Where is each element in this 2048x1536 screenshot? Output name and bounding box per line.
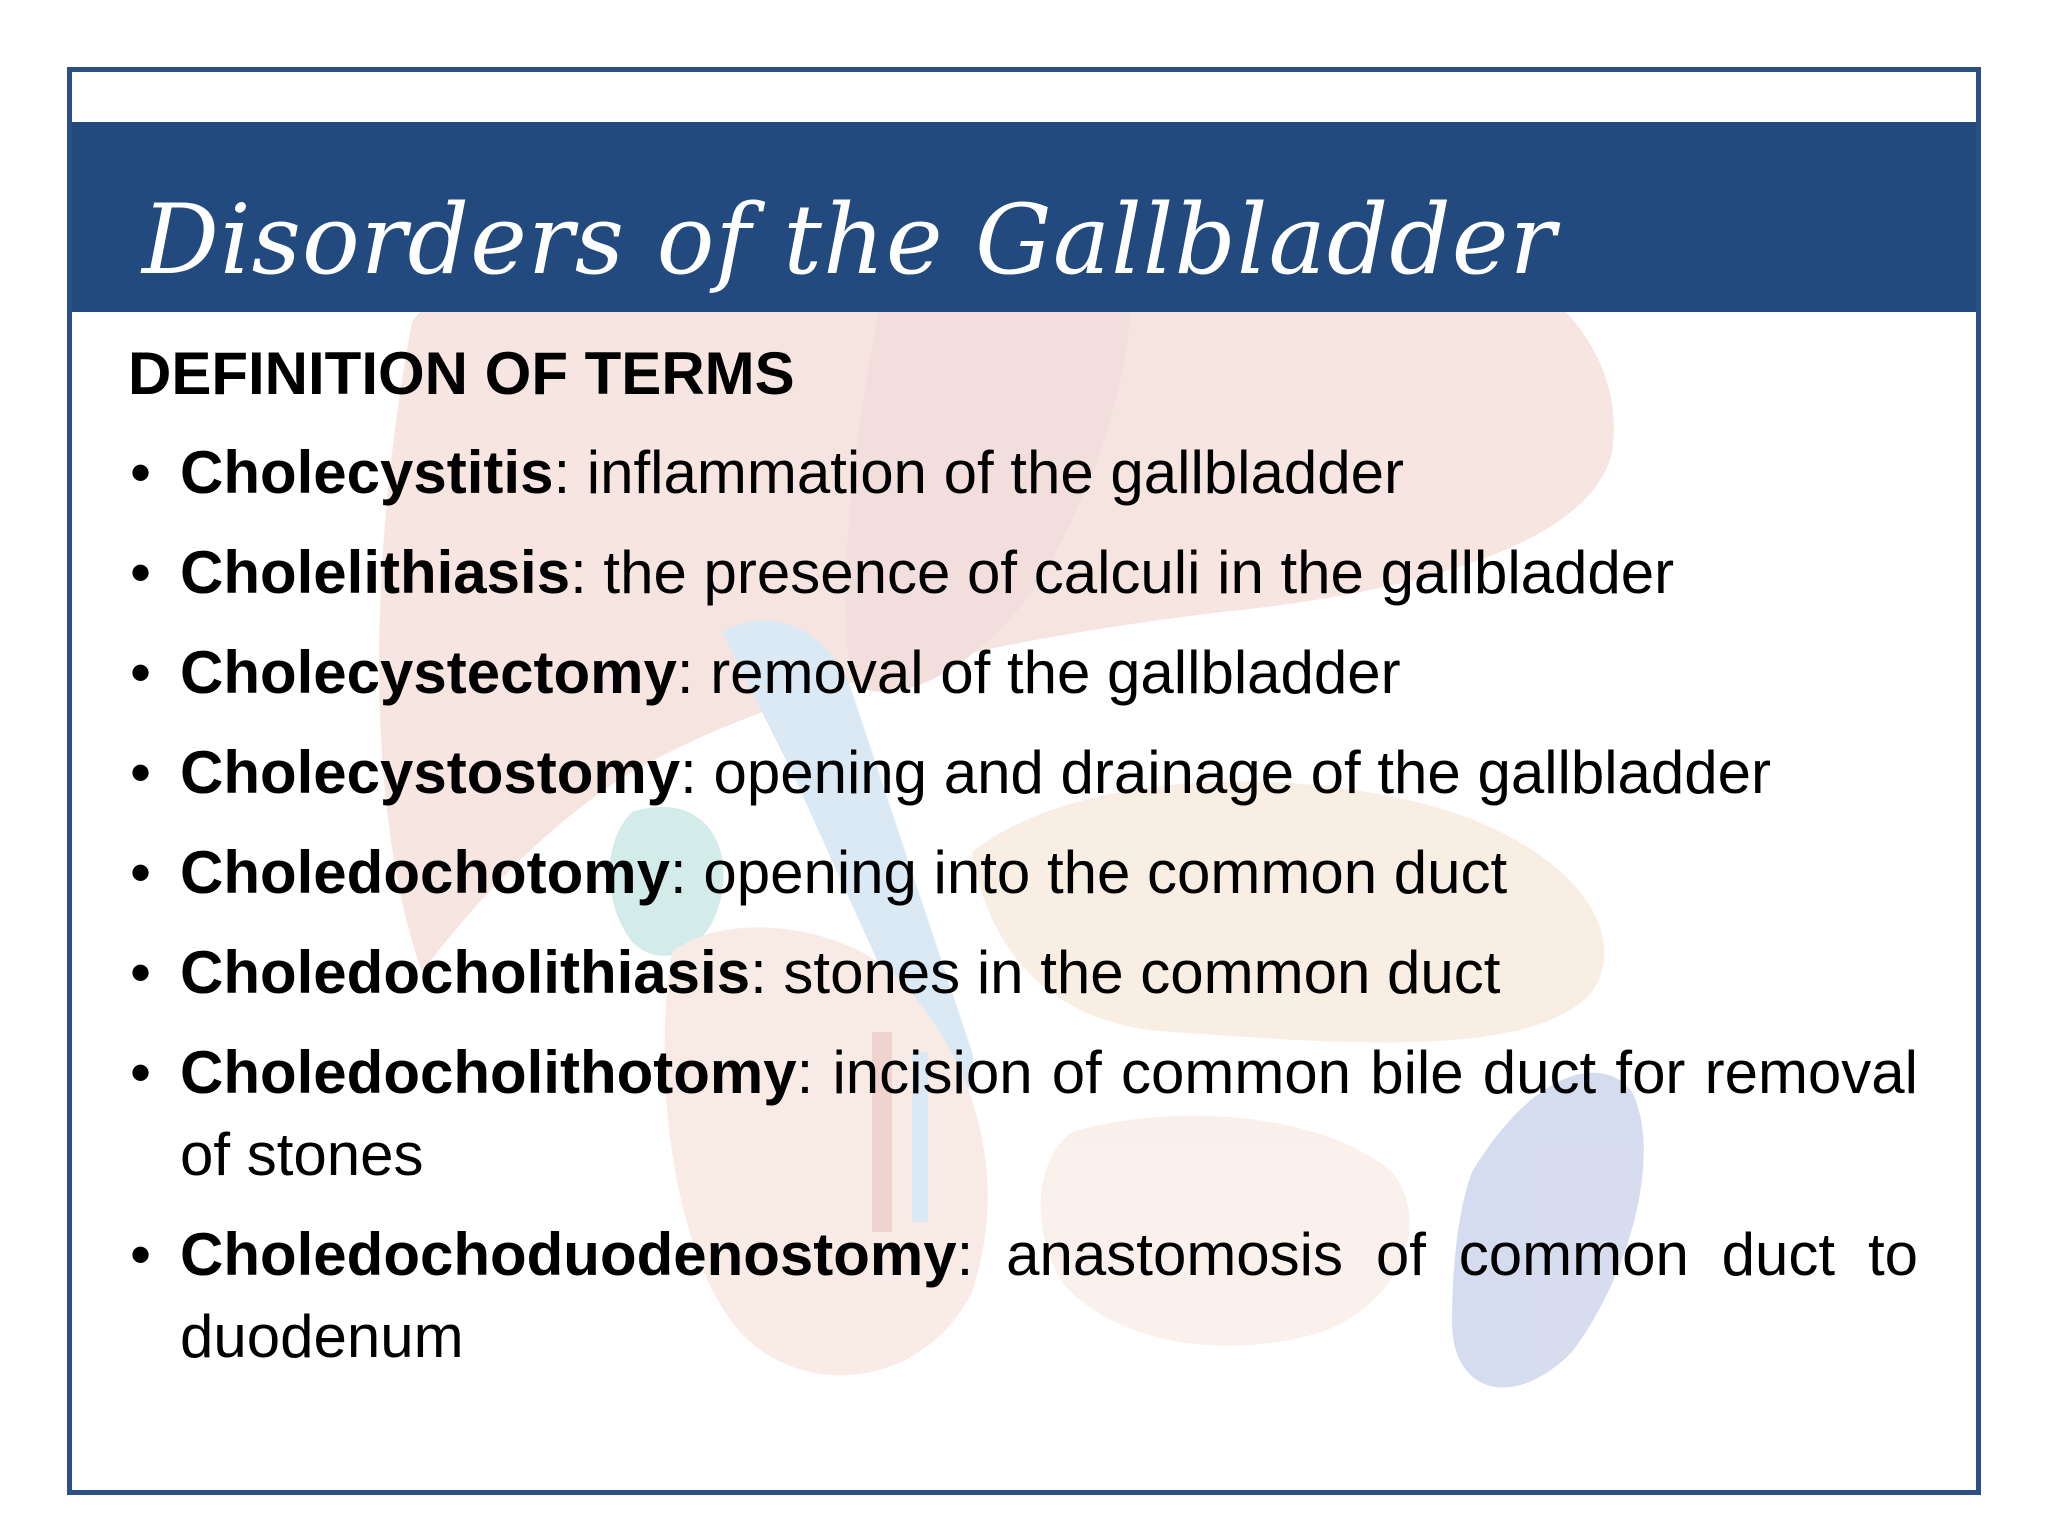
term: Choledocholithiasis: [180, 939, 751, 1006]
slide-frame: [67, 67, 1981, 1495]
bullet-icon: •: [130, 939, 152, 1006]
term: Cholelithiasis: [180, 539, 571, 606]
bullet-icon: •: [130, 439, 152, 506]
bullet-icon: •: [130, 839, 152, 906]
definition: : stones in the common duct: [750, 939, 1501, 1006]
bullet-icon: •: [130, 639, 152, 706]
definition: : opening into the common duct: [670, 839, 1508, 906]
bullet-icon: •: [130, 1039, 152, 1106]
list-item-choledocholithiasis: [128, 932, 1918, 1014]
definition: : removal of the gallbladder: [676, 639, 1401, 706]
slide-title: Disorders of the Gallbladder: [142, 184, 1557, 296]
list-item-choledochoduodenostomy: [128, 1214, 1918, 1378]
title-band: [72, 122, 1976, 312]
term: Choledochotomy: [180, 839, 670, 906]
definition: : the presence of calculi in the gallbladder: [570, 539, 1675, 606]
definitions-list: [128, 432, 1918, 1378]
term: Choledochoduodenostomy: [180, 1221, 957, 1288]
definition: : inflammation of the gallbladder: [553, 439, 1404, 506]
slide-content: [128, 340, 1918, 1396]
term: Choledocholithotomy: [180, 1039, 797, 1106]
definition: : anastomosis of common duct to duodenum: [180, 1221, 1918, 1370]
list-item-choledocholithotomy: [128, 1032, 1918, 1196]
list-item-cholelithiasis: [128, 532, 1918, 614]
bullet-icon: •: [130, 1221, 152, 1288]
term: Cholecystostomy: [180, 739, 681, 806]
section-heading: DEFINITION OF TERMS: [128, 340, 795, 407]
list-item-cholecystitis: [128, 432, 1918, 514]
list-item-cholecystectomy: [128, 632, 1918, 714]
definition: : opening and drainage of the gallbladder: [680, 739, 1772, 806]
list-item-cholecystostomy: [128, 732, 1918, 814]
definition: : incision of common bile duct for removal of stones: [180, 1039, 1918, 1188]
term: Cholecystectomy: [180, 639, 677, 706]
list-item-choledochotomy: [128, 832, 1918, 914]
term: Cholecystitis: [180, 439, 554, 506]
bullet-icon: •: [130, 539, 152, 606]
bullet-icon: •: [130, 739, 152, 806]
